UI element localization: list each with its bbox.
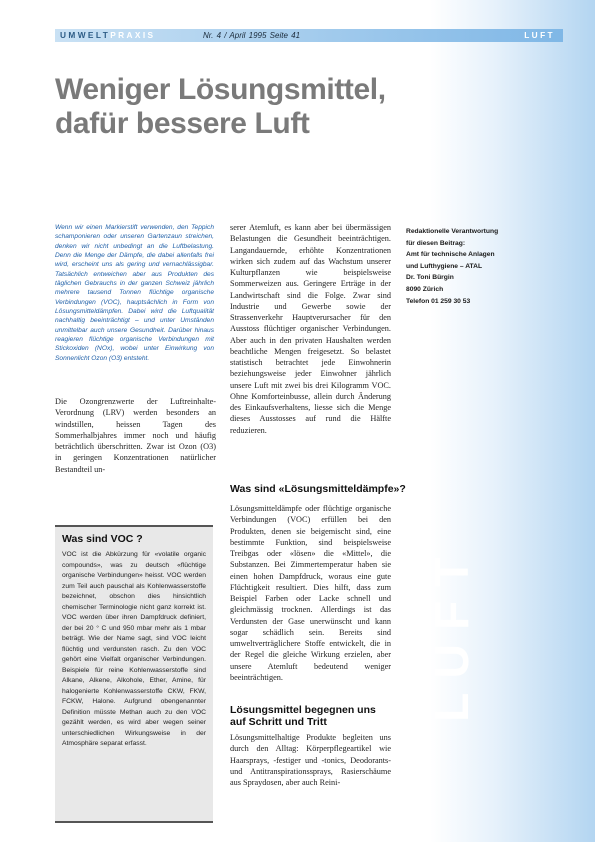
- headline: [55, 73, 386, 141]
- header-bar: [55, 29, 563, 42]
- editorial-responsibility: [406, 226, 556, 307]
- issue-info: Nr. 4 / April 1995 Seite 41: [203, 30, 301, 40]
- sidebar-line: für diesen Beitrag:: [406, 239, 466, 247]
- headline-line-1: Weniger Lösungsmittel,: [55, 73, 386, 106]
- lead-paragraph: Wenn wir einen Markierstift verwenden, den Teppich schamponieren oder unseren Gartenzaun streichen, denken wir nicht unbedingt an die Luftbelastung. Denn die Menge der Dämpfe, die dabei allenfalls frei wird, erscheint uns als gering und vernachlässigbar. Tatsächlich entweichen aber aus Produkten des täglichen Gebrauchs in der ganzen Schweiz jährlich mehrere tausend Tonnen flüchtige organische Verbindungen (VOC), hauptsächlich in Form von Lösungsmitteldämpfen. Dabei wird die Luftqualität nachhaltig beeinträchtigt – und unter Umständen unmittelbar auch unsere Gesundheit. Darüber hinaus reagieren flüchtige organische Verbindungen mit Stickoxiden (NOx), wobei unter Einwirkung von Sonnenlicht Ozon (O3) entsteht.: [55, 224, 214, 362]
- body-column-1: Die Ozongrenzwerte der Luftreinhalte-Verordnung (LRV) werden besonders an windstillen, heissen Tagen des Sommerhalbjahres immer noch und häufig beträchtlich überschritten. Zwar ist Ozon (O3) in geringen Konzentrationen natürlicher Bestandteil un-: [55, 397, 216, 474]
- subheading-loesungsmitteldaempfe: Was sind «Lösungsmitteldämpfe»?: [230, 483, 406, 495]
- vertical-section-label: LUFT: [426, 543, 479, 722]
- sidebar-line: Redaktionelle Verantwortung: [406, 228, 499, 235]
- subheading-line-1: Lösungsmittel begegnen uns: [230, 704, 376, 716]
- subheading-line-2: auf Schritt und Tritt: [230, 715, 327, 728]
- body-column-3: Lösungsmitteldämpfe oder flüchtige organische Verbindungen (VOC) erfüllen bei den Produkten, denen sie beigemischt sind, eine bestimmte Funktion, sind beispielsweise Treibgas oder «lösen» die «Mittel», die Substanzen. Bei Zimmertemperatur haben sie einen hohen Dampfdruck, woraus eine gute Flüchtigkeit resultiert. Dies hilft, dass zum Beispiel Farben oder Lacke schnell und gleichmässig trocknen. Allerdings ist das Verdunsten der Gase unerwünscht und kann sogar schädlich sein. Bereits sind umweltverträglichere Stoffe entwickelt, die in der Regel die gleiche Wirkung erzielen, aber unsere Atemluft bedeutend weniger beeinträchtigen.: [230, 504, 391, 682]
- sidebar-line: und Lufthygiene – ATAL: [406, 262, 483, 270]
- sidebar-line: Amt für technische Anlagen: [406, 251, 495, 259]
- body-column-4: Lösungsmittelhaltige Produkte begleiten uns durch den Alltag: Körperpflegeartikel wie Haarsprays, -festiger und -tonics, Deodorants- und Antitranspirationssprays, Rasierschäume aus Spraydosen, aber auch Reini-: [230, 733, 391, 787]
- sidebar-line: 8090 Zürich: [406, 285, 444, 293]
- brand-logo: [60, 30, 156, 40]
- box-text: VOC ist die Abkürzung für «volatile organic compounds», was zu deutsch «flüchtige organische Verbindungen» heisst. VOC werden zum Teil auch pauschal als Kohlenwasserstoffe bezeichnet, obschon dies hinsichtlich chemischer Terminologie nicht ganz korrekt ist. VOC werden über ihren Dampfdruck definiert, der bei 20 ° C und 950 mbar mehr als 1 mbar beträgt. Wie der Name sagt, sind VOC leicht flüchtig und verdunsten rasch. Zu den VOC gehört eine Vielfalt organischer Verbindungen. Beispiele für reine Kohlenwasserstoffe sind Alkane, Alkene, Alkohole, Ether, Amine, für halogenierte Kohlenwasserstoffe CKW, FKW, FCKW, Halone. Aufgrund obengenannter Definition müsste Methan auch zu den VOC gezählt werden, es wird aber wegen seiner unterschiedlichen Wirkungsweise in der Atmosphäre separat erfasst.: [62, 551, 206, 747]
- subheading-schritt-und-tritt: [230, 705, 376, 728]
- body-column-2: serer Atemluft, es kann aber bei übermässigen Belastungen die Gesundheit beeinträchtigen. Langandauernde, erhöhte Konzentrationen wirken sich zudem auf das Wachstum unserer Kulturpflanzen wie beispielsweise Sommerweizen aus. Geringere Erträge in der Landwirtschaft sind die Folge. Zwar sind Industrie und Gewerbe sowie der Strassenverkehr Hauptverursacher für den Ausstoss flüchtiger organischer Verbindungen. Aber auch in den privaten Haushalten werden beachtliche Mengen freigesetzt. So belastet statistisch betrachtet jede Einwohnerin beziehungsweise jeder Einwohner jährlich unsere Luft mit zwei bis drei Kilogramm VOC. Ohne Komforteinbusse, allein durch Änderung des Einkaufsverhaltens, liesse sich die Menge dieses Ausstosses auf rund die Hälfte reduzieren.: [230, 223, 391, 435]
- box-title: Was sind VOC ?: [62, 533, 143, 545]
- brand-praxis: PRAXIS: [110, 30, 156, 40]
- headline-line-2: dafür bessere Luft: [55, 107, 310, 140]
- sidebar-line: Telefon 01 259 30 53: [406, 297, 471, 305]
- brand-umwelt: UMWELT: [60, 30, 111, 40]
- section-label: LUFT: [524, 30, 555, 40]
- voc-info-box: [55, 525, 213, 823]
- sidebar-line: Dr. Toni Bürgin: [406, 274, 454, 282]
